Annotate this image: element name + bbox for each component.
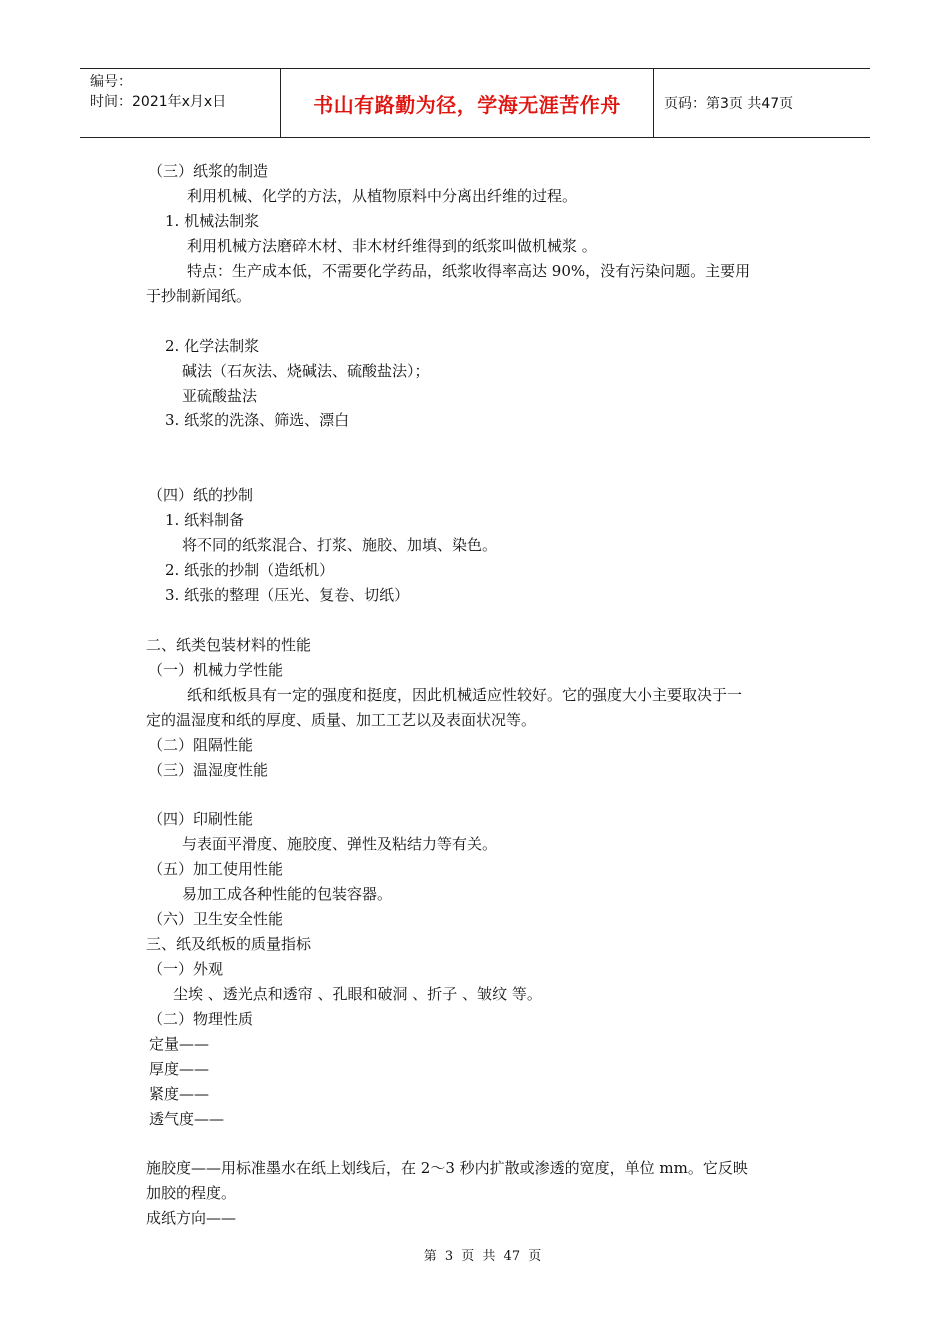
section-heading: （六）卫生安全性能 [148, 910, 284, 928]
definition-term: 紧度—— [149, 1085, 210, 1103]
paragraph-line: 纸和纸板具有一定的强度和挺度，因此机械适应性较好。它的强度大小主要取决于一 [187, 686, 743, 704]
subsection-heading: 1. 纸料制备 [165, 511, 245, 529]
number-label: 编号： [90, 74, 132, 90]
chapter-heading: 三、纸及纸板的质量指标 [146, 935, 312, 953]
paragraph-line: 亚硫酸盐法 [182, 387, 258, 405]
header-divider-right [653, 69, 654, 137]
section-heading: （四）印刷性能 [148, 810, 254, 828]
definition-term: 厚度—— [149, 1060, 210, 1078]
section-heading: （三）纸浆的制造 [148, 162, 269, 180]
paragraph-line: 特点：生产成本低，不需要化学药品，纸浆收得率高达 90%，没有污染问题。主要用 [187, 262, 751, 280]
page-header [80, 68, 870, 138]
paragraph-line: 与表面平滑度、施胶度、弹性及粘结力等有关。 [182, 835, 498, 853]
subsection-heading: 3. 纸张的整理（压光、复卷、切纸） [165, 586, 410, 604]
section-heading: （四）纸的抄制 [148, 486, 254, 504]
subsection-heading: 2. 化学法制浆 [165, 337, 260, 355]
chapter-heading: 二、纸类包装材料的性能 [146, 636, 312, 654]
subsection-heading: 1. 机械法制浆 [165, 212, 260, 230]
paragraph-line: 将不同的纸浆混合、打浆、施胶、加填、染色。 [182, 536, 498, 554]
header-meta [80, 69, 280, 137]
paragraph-line: 尘埃 、透光点和透帘 、孔眼和破洞 、折子 、皱纹 等。 [173, 985, 542, 1003]
definition-term: 透气度—— [149, 1110, 225, 1128]
paragraph-line: 易加工成各种性能的包装容器。 [182, 885, 393, 903]
section-heading: （一）外观 [148, 960, 224, 978]
header-motto: 书山有路勤为径，学海无涯苦作舟 [313, 92, 621, 117]
paragraph-line: 定的温湿度和纸的厚度、质量、加工工艺以及表面状况等。 [146, 711, 537, 729]
page-footer: 第 3 页 共 47 页 [423, 1249, 542, 1264]
subsection-heading: 3. 纸浆的洗涤、筛选、漂白 [165, 411, 350, 429]
subsection-heading: 2. 纸张的抄制（造纸机） [165, 561, 335, 579]
section-heading: （五）加工使用性能 [148, 860, 284, 878]
definition-term: 成纸方向—— [146, 1209, 237, 1227]
time-label: 时间：2021年x月x日 [90, 94, 227, 110]
section-heading: （二）阻隔性能 [148, 736, 254, 754]
paragraph-line: 施胶度——用标准墨水在纸上划线后，在 2～3 秒内扩散或渗透的宽度，单位 mm。它反映 [146, 1159, 748, 1177]
paragraph-line: 利用机械、化学的方法，从植物原料中分离出纤维的过程。 [187, 187, 578, 205]
header-page-info: 页码：第3页 共47页 [664, 96, 794, 112]
paragraph-line: 于抄制新闻纸。 [146, 287, 252, 305]
section-heading: （一）机械力学性能 [148, 661, 284, 679]
paragraph-line: 加胶的程度。 [146, 1184, 237, 1202]
paragraph-line: 碱法（石灰法、烧碱法、硫酸盐法）； [182, 362, 430, 380]
section-heading: （三）温湿度性能 [148, 761, 269, 779]
definition-term: 定量—— [149, 1035, 210, 1053]
section-heading: （二）物理性质 [148, 1010, 254, 1028]
paragraph-line: 利用机械方法磨碎木材、非木材纤维得到的纸浆叫做机械浆 。 [187, 237, 597, 255]
